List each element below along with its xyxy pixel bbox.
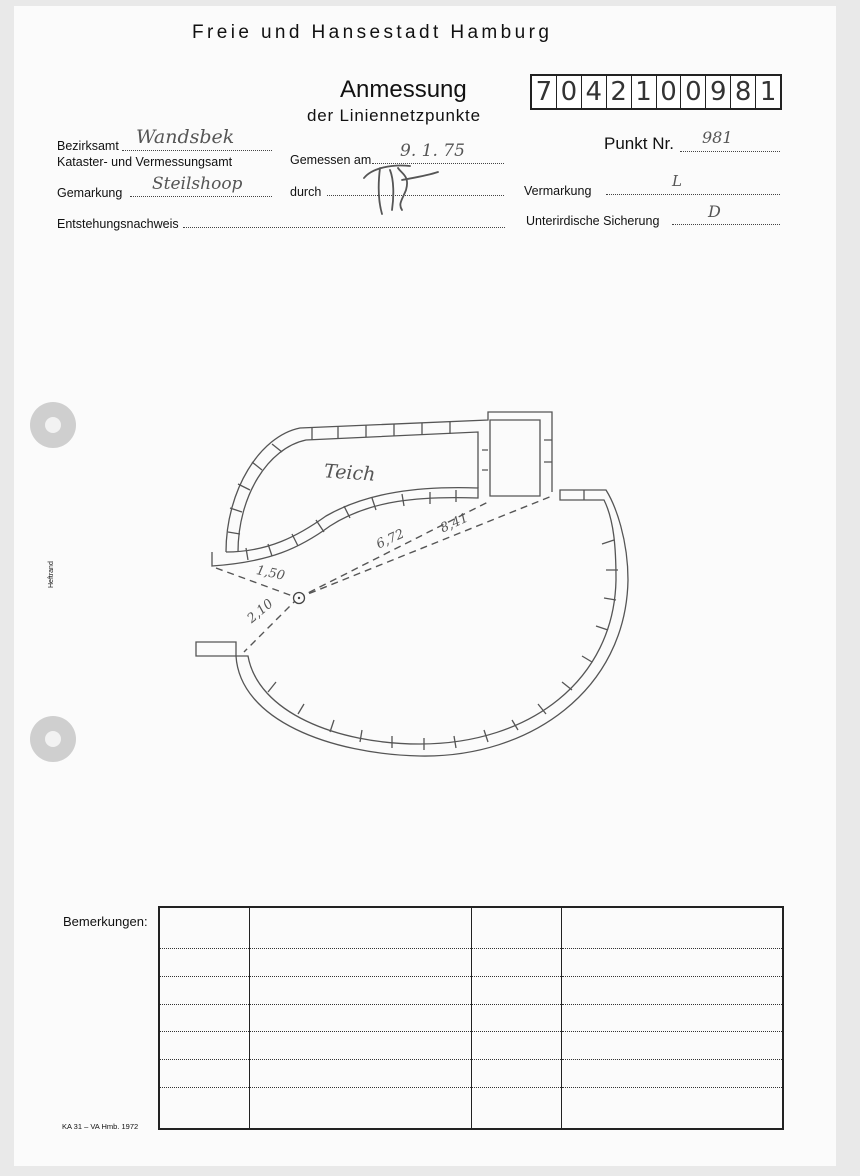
table-cell[interactable]	[561, 949, 783, 977]
table-cell[interactable]	[249, 1032, 471, 1060]
remarks-table	[158, 906, 784, 1130]
table-cell[interactable]	[561, 1004, 783, 1032]
table-cell[interactable]	[561, 907, 783, 949]
digit-cell: 8	[731, 76, 756, 108]
gemessen-label: Gemessen am	[290, 153, 372, 167]
table-cell[interactable]	[561, 1032, 783, 1060]
bezirksamt-value: Wandsbek	[136, 126, 235, 148]
digit-cell: 0	[557, 76, 582, 108]
table-cell[interactable]	[159, 907, 249, 949]
table-cell[interactable]	[561, 1087, 783, 1129]
punkt-label: Punkt Nr.	[604, 134, 674, 153]
sicherung-value: D	[708, 202, 721, 221]
punkt-value: 981	[702, 128, 733, 147]
table-cell[interactable]	[159, 976, 249, 1004]
pond-label: Teich	[323, 460, 377, 486]
kataster-label: Kataster- und Vermessungsamt	[57, 155, 233, 169]
table-row	[159, 907, 783, 949]
table-cell[interactable]	[561, 976, 783, 1004]
table-cell[interactable]	[471, 1087, 561, 1129]
table-cell[interactable]	[561, 1060, 783, 1088]
digit-cell: 1	[759, 77, 777, 107]
form-subtitle: der Liniennetzpunkte	[307, 106, 481, 125]
table-cell[interactable]	[159, 1087, 249, 1129]
digit-cell: 9	[706, 76, 731, 108]
vermarkung-label: Vermarkung	[524, 184, 592, 198]
table-cell[interactable]	[249, 907, 471, 949]
gemarkung-value: Steilshoop	[152, 174, 243, 194]
vermarkung-value: L	[672, 172, 682, 190]
digit-cell: 0	[657, 76, 682, 108]
table-row	[159, 1087, 783, 1129]
digit-cell: 2	[607, 76, 632, 108]
table-row	[159, 1004, 783, 1032]
table-cell[interactable]	[471, 949, 561, 977]
dimension-label: 1,50	[254, 563, 287, 584]
table-cell[interactable]	[249, 1060, 471, 1088]
digit-cell: 1	[632, 76, 657, 108]
bridge-block	[490, 420, 540, 496]
pond-inner-wall	[238, 432, 478, 552]
table-cell[interactable]	[249, 1004, 471, 1032]
table-cell[interactable]	[471, 907, 561, 949]
form-title: Anmessung	[340, 76, 467, 103]
gemarkung-label: Gemarkung	[57, 186, 123, 200]
table-cell[interactable]	[159, 1060, 249, 1088]
form-id: KA 31 – VA Hmb. 1972	[62, 1122, 139, 1131]
digit-cell: 7	[532, 76, 557, 108]
remarks-label: Bemerkungen:	[63, 914, 148, 929]
digit-cell: 4	[582, 76, 607, 108]
entstehung-label: Entstehungsnachweis	[57, 217, 179, 231]
city-header: Freie und Hansestadt Hamburg	[192, 22, 553, 43]
table-row	[159, 949, 783, 977]
sicherung-label: Unterirdische Sicherung	[526, 214, 660, 228]
table-row	[159, 1032, 783, 1060]
table-cell[interactable]	[249, 1087, 471, 1129]
heftrand-label: Heftrand	[48, 561, 55, 588]
table-cell[interactable]	[159, 949, 249, 977]
bezirksamt-label: Bezirksamt	[57, 139, 119, 153]
table-cell[interactable]	[471, 1032, 561, 1060]
gemessen-value: 9. 1. 75	[400, 141, 465, 161]
table-cell[interactable]	[471, 1004, 561, 1032]
table-cell[interactable]	[249, 949, 471, 977]
table-row	[159, 1060, 783, 1088]
table-row	[159, 976, 783, 1004]
basin-step	[196, 642, 236, 656]
table-cell[interactable]	[471, 976, 561, 1004]
table-cell[interactable]	[471, 1060, 561, 1088]
dimension-label: 6,72	[374, 526, 407, 553]
table-cell[interactable]	[159, 1032, 249, 1060]
durch-label: durch	[290, 185, 322, 199]
dimension-label: 2,10	[244, 596, 277, 627]
dimension-label: 8,41	[438, 510, 471, 537]
table-cell[interactable]	[249, 976, 471, 1004]
table-cell[interactable]	[159, 1004, 249, 1032]
digit-cell: 0	[681, 76, 706, 108]
